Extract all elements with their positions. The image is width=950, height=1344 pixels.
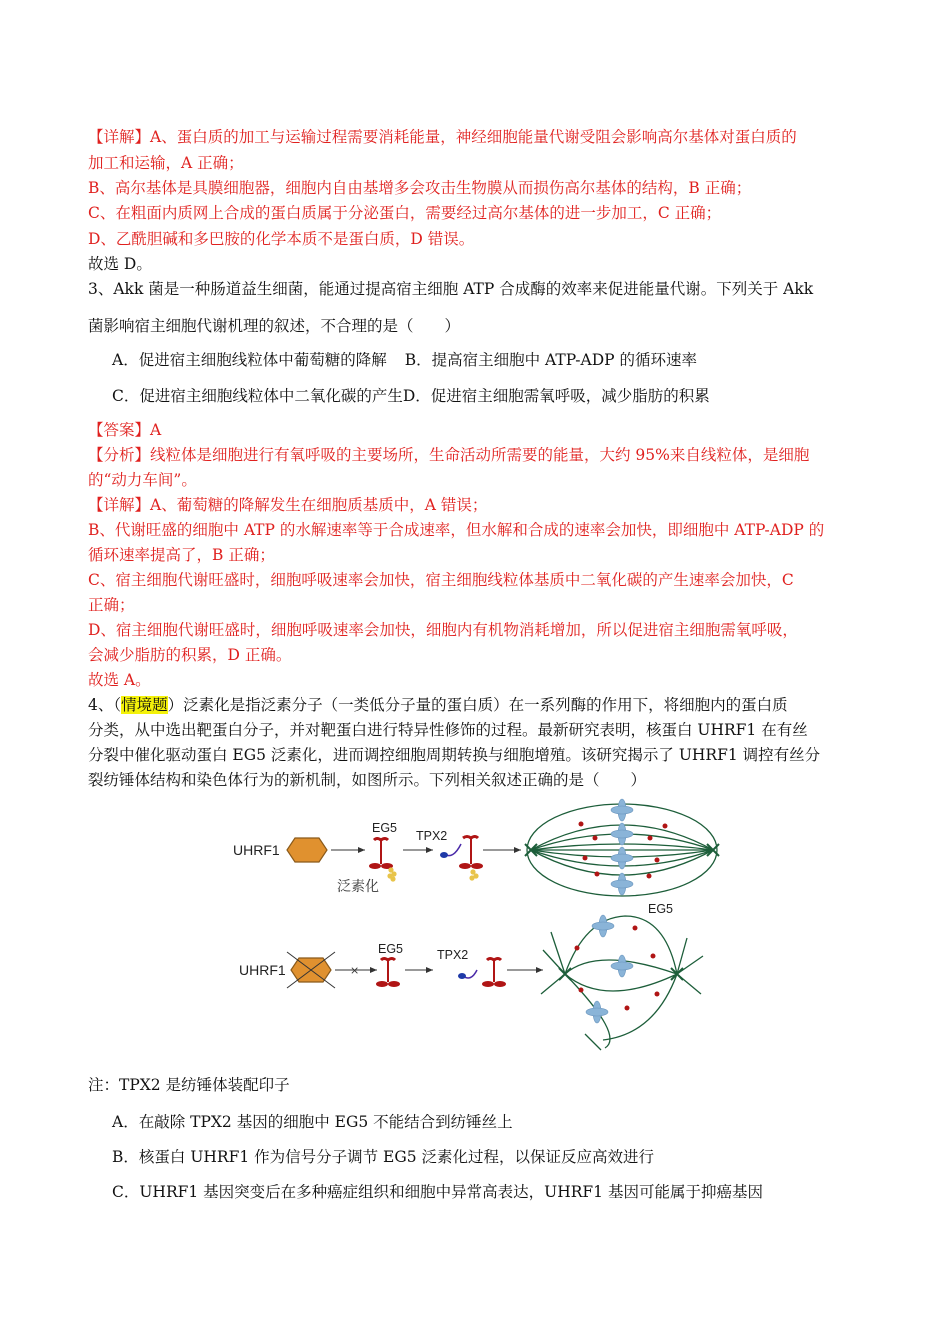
- eg5-protein: [376, 959, 400, 988]
- tpx2-label: TPX2: [437, 948, 469, 962]
- question-4-stem: 分裂中催化驱动蛋白 EG5 泛素化，进而调控细胞周期转换与细胞增殖。该研究揭示了 UHRF1 调控有丝分: [88, 746, 821, 764]
- eg5-label: EG5: [378, 942, 404, 956]
- abnormal-spindle: [541, 916, 703, 1050]
- detail-line: 【详解】A、葡萄糖的降解发生在细胞质基质中，A 错误；: [88, 496, 488, 514]
- option-row: [112, 386, 710, 406]
- detail-line: 加工和运输，A 正确；: [88, 154, 244, 172]
- detail-line: C、宿主细胞代谢旺盛时，细胞呼吸速率会加快，宿主细胞线粒体基质中二氧化碳的产生速率会加快，C: [88, 571, 794, 589]
- tpx2-label: TPX2: [416, 829, 448, 843]
- detail-line: B、代谢旺盛的细胞中 ATP 的水解速率等于合成速率，但水解和合成的速率会加快，即细胞中 ATP-ADP 的: [88, 521, 825, 539]
- option-a: A．在敲除 TPX2 基因的细胞中 EG5 不能结合到纺锤丝上: [112, 1113, 513, 1131]
- analysis-line: 的“动力车间”。: [88, 471, 197, 489]
- analysis-line: 【分析】线粒体是细胞进行有氧呼吸的主要场所，生命活动所需要的能量，大约 95%来自线粒体，是细胞: [88, 446, 810, 464]
- detail-line: D、乙酰胆碱和多巴胺的化学本质不是蛋白质，D 错误。: [88, 230, 475, 248]
- answer-line: 【答案】A: [88, 421, 162, 439]
- option-d: D．促进宿主细胞需氧呼吸，减少脂肪的积累: [402, 387, 710, 405]
- uhrf1-label: UHRF1: [233, 842, 280, 858]
- question-number: 4、（: [88, 696, 122, 714]
- detail-line: 循环速率提高了，B 正确；: [88, 546, 275, 564]
- detail-line: B、高尔基体是具膜细胞器，细胞内自由基增多会攻击生物膜从而损伤高尔基体的结构，B 正确；: [88, 179, 752, 197]
- option-b: B．核蛋白 UHRF1 作为信号分子调节 EG5 泛素化过程，以保证反应高效进行: [112, 1148, 655, 1166]
- eg5-protein: [369, 839, 397, 882]
- question-3-stem: 菌影响宿主细胞代谢机理的叙述，不合理的是（ ）: [88, 317, 461, 335]
- question-4-stem: [88, 695, 788, 715]
- option-row: [112, 350, 697, 370]
- eg5-label: EG5: [372, 821, 398, 835]
- question-4-stem: 裂纺锤体结构和染色体行为的新机制，如图所示。下列相关叙述正确的是（ ）: [88, 771, 647, 789]
- mitosis-diagram: [225, 798, 725, 1053]
- answer-choice: 故选 A。: [88, 671, 151, 689]
- tpx2-eg5-separate: [458, 959, 506, 988]
- detail-line: 【详解】A、蛋白质的加工与运输过程需要消耗能量，神经细胞能量代谢受阻会影响高尔基体对蛋白质的: [88, 128, 797, 146]
- option-c: C．UHRF1 基因突变后在多种癌症组织和细胞中异常高表达，UHRF1 基因可能属于抑癌基因: [112, 1183, 763, 1201]
- option-b: B．提高宿主细胞中 ATP-ADP 的循环速率: [404, 351, 698, 369]
- uhrf1-label: UHRF1: [239, 962, 286, 978]
- chromosomes: [611, 799, 633, 895]
- question-4-text: ）泛素化是指泛素分子（一类低分子量的蛋白质）在一系列酶的作用下，将细胞内的蛋白质: [167, 696, 788, 714]
- tpx2-eg5-complex: [440, 837, 483, 881]
- detail-line: C、在粗面内质网上合成的蛋白质属于分泌蛋白，需要经过高尔基体的进一步加工，C 正确；: [88, 204, 722, 222]
- question-4-stem: 分类，从中选出靶蛋白分子，并对靶蛋白进行特异性修饰的过程。最新研究表明，核蛋白 UHRF1 在有丝: [88, 721, 808, 739]
- block-mark: ×: [350, 964, 360, 977]
- question-3-stem: 3、Akk 菌是一种肠道益生细菌，能通过提高宿主细胞 ATP 合成酶的效率来促进能量代谢。下列关于 Akk: [88, 280, 814, 298]
- option-a: A．促进宿主细胞线粒体中葡萄糖的降解: [112, 351, 387, 369]
- detail-line: 正确；: [88, 596, 135, 614]
- ubiquitination-label: 泛素化: [337, 879, 379, 895]
- answer-choice: 故选 D。: [88, 255, 152, 273]
- option-c: C．促进宿主细胞线粒体中二氧化碳的产生: [112, 387, 403, 405]
- figure-note: 注：TPX2 是纺锤体装配印子: [88, 1076, 290, 1094]
- eg5-label: EG5: [648, 902, 674, 916]
- uhrf1-hexagon: [287, 838, 327, 862]
- question-tag: 情境题: [121, 696, 168, 714]
- detail-line: 会减少脂肪的积累，D 正确。: [88, 646, 292, 664]
- detail-line: D、宿主细胞代谢旺盛时，细胞呼吸速率会加快，细胞内有机物消耗增加，所以促进宿主细胞需氧呼吸，: [88, 621, 798, 639]
